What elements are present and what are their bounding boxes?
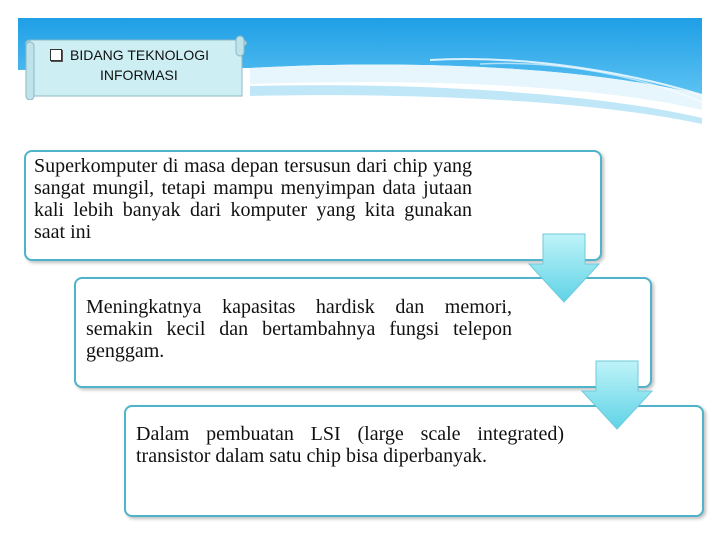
title-line2: INFORMASI [100, 67, 178, 83]
step-text-1: Superkomputer di masa depan tersusun dari chip yang sangat mungil, tetapi mampu menyimpan data jutaan kali lebih banyak dari komputer yang kita gunakan saat ini [34, 155, 472, 243]
page-title [50, 45, 240, 85]
title-line1: BIDANG TEKNOLOGI [70, 47, 209, 63]
down-arrow-icon [580, 359, 654, 431]
down-arrow-icon [527, 232, 601, 304]
checkbox-bullet-icon [50, 49, 62, 61]
step-text-3: Dalam pembuatan LSI (large scale integrated) transistor dalam satu chip bisa diperbanyak. [136, 423, 564, 467]
step-text-2: Meningkatnya kapasitas hardisk dan memori, semakin kecil dan bertambahnya fungsi telepon genggam. [86, 296, 512, 362]
